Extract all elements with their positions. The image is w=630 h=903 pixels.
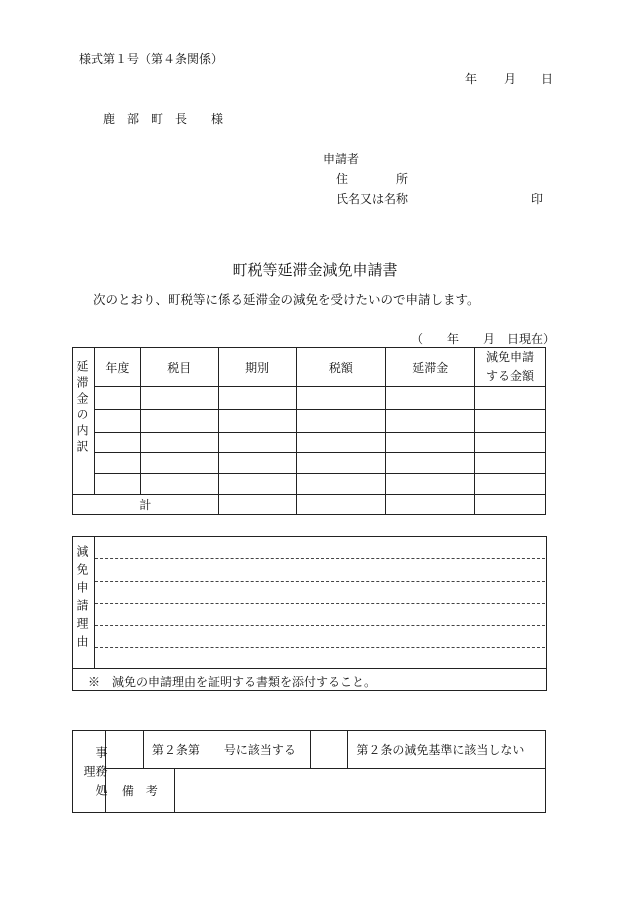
breakdown-side-label: 延滞金の内訳 — [75, 360, 89, 456]
cell-input[interactable] — [218, 433, 296, 453]
office-table — [72, 730, 546, 813]
cell-input[interactable] — [218, 474, 296, 495]
cell-input[interactable] — [386, 387, 475, 410]
col-header-late-fee: 延滞金 — [386, 348, 475, 387]
table-row — [73, 387, 546, 410]
total-label: 計 — [73, 495, 219, 515]
reason-line[interactable] — [95, 647, 545, 648]
cell-input[interactable] — [94, 410, 140, 433]
date-year-label: 年 — [465, 72, 478, 86]
cell-input[interactable] — [94, 387, 140, 410]
reason-note-divider — [73, 668, 546, 669]
cell-input[interactable] — [140, 387, 218, 410]
cell-input[interactable] — [140, 433, 218, 453]
reason-line[interactable] — [95, 581, 545, 582]
as-of-date: （ 年 月 日現在） — [411, 332, 556, 346]
cell-input[interactable] — [386, 474, 475, 495]
col-header-reduction-line1: 減免申請 — [486, 350, 535, 364]
reason-side-label: 減免申請理由 — [75, 545, 89, 653]
cell-input[interactable] — [386, 410, 475, 433]
name-label: 氏名又は名称 — [336, 192, 409, 206]
cell-input[interactable] — [218, 453, 296, 474]
applicant-heading: 申請者 — [323, 152, 360, 166]
check-box-not-applies[interactable] — [310, 731, 348, 769]
office-side-cell — [73, 731, 106, 813]
cell-input[interactable] — [296, 410, 386, 433]
cell-input[interactable] — [140, 453, 218, 474]
cell-input[interactable] — [94, 453, 140, 474]
date-day-label: 日 — [541, 72, 554, 86]
form-number: 様式第１号（第４条関係） — [79, 52, 224, 66]
cell-input[interactable] — [475, 410, 546, 433]
col-header-period: 期別 — [218, 348, 296, 387]
col-header-tax-item: 税目 — [140, 348, 218, 387]
cell-input[interactable] — [140, 410, 218, 433]
total-cell[interactable] — [475, 495, 546, 515]
cell-input[interactable] — [386, 453, 475, 474]
table-row — [73, 453, 546, 474]
cell-input[interactable] — [475, 453, 546, 474]
col-header-reduction-line2: する金額 — [486, 369, 535, 383]
total-cell[interactable] — [386, 495, 475, 515]
cell-input[interactable] — [94, 474, 140, 495]
reason-note: ※ 減免の申請理由を証明する書類を添付すること。 — [88, 675, 377, 689]
cell-input[interactable] — [296, 433, 386, 453]
cell-input[interactable] — [140, 474, 218, 495]
col-header-tax-amount: 税額 — [296, 348, 386, 387]
cell-input[interactable] — [386, 433, 475, 453]
address-label: 住 所 — [336, 172, 409, 186]
reason-line[interactable] — [95, 603, 545, 604]
reason-line[interactable] — [95, 558, 545, 559]
col-header-year: 年度 — [94, 348, 140, 387]
option-applies: 第２条第 号に該当する — [143, 731, 310, 769]
intro-text: 次のとおり、町税等に係る延滞金の減免を受けたいので申請します。 — [93, 292, 480, 307]
table-row — [73, 410, 546, 433]
option-not-applies: 第２条の減免基準に該当しない — [348, 731, 546, 769]
reason-line[interactable] — [95, 625, 545, 626]
addressee: 鹿 部 町 長 様 — [103, 112, 224, 126]
document-title: 町税等延滞金減免申請書 — [232, 261, 398, 279]
cell-input[interactable] — [296, 387, 386, 410]
seal-label: 印 — [531, 192, 544, 206]
office-side-label: 事務処理 — [82, 746, 108, 803]
check-box-applies[interactable] — [105, 731, 143, 769]
remarks-label: 備 考 — [105, 769, 174, 813]
table-row — [73, 433, 546, 453]
cell-input[interactable] — [475, 433, 546, 453]
breakdown-side-cell — [73, 348, 95, 495]
cell-input[interactable] — [296, 453, 386, 474]
table-row — [73, 474, 546, 495]
remarks-field[interactable] — [174, 769, 545, 813]
total-row — [73, 495, 546, 515]
cell-input[interactable] — [475, 474, 546, 495]
col-header-reduction-amount — [475, 348, 546, 387]
total-cell[interactable] — [218, 495, 296, 515]
total-cell[interactable] — [296, 495, 386, 515]
cell-input[interactable] — [296, 474, 386, 495]
cell-input[interactable] — [475, 387, 546, 410]
date-month-label: 月 — [504, 72, 517, 86]
cell-input[interactable] — [218, 410, 296, 433]
breakdown-table — [72, 347, 546, 515]
cell-input[interactable] — [218, 387, 296, 410]
cell-input[interactable] — [94, 433, 140, 453]
